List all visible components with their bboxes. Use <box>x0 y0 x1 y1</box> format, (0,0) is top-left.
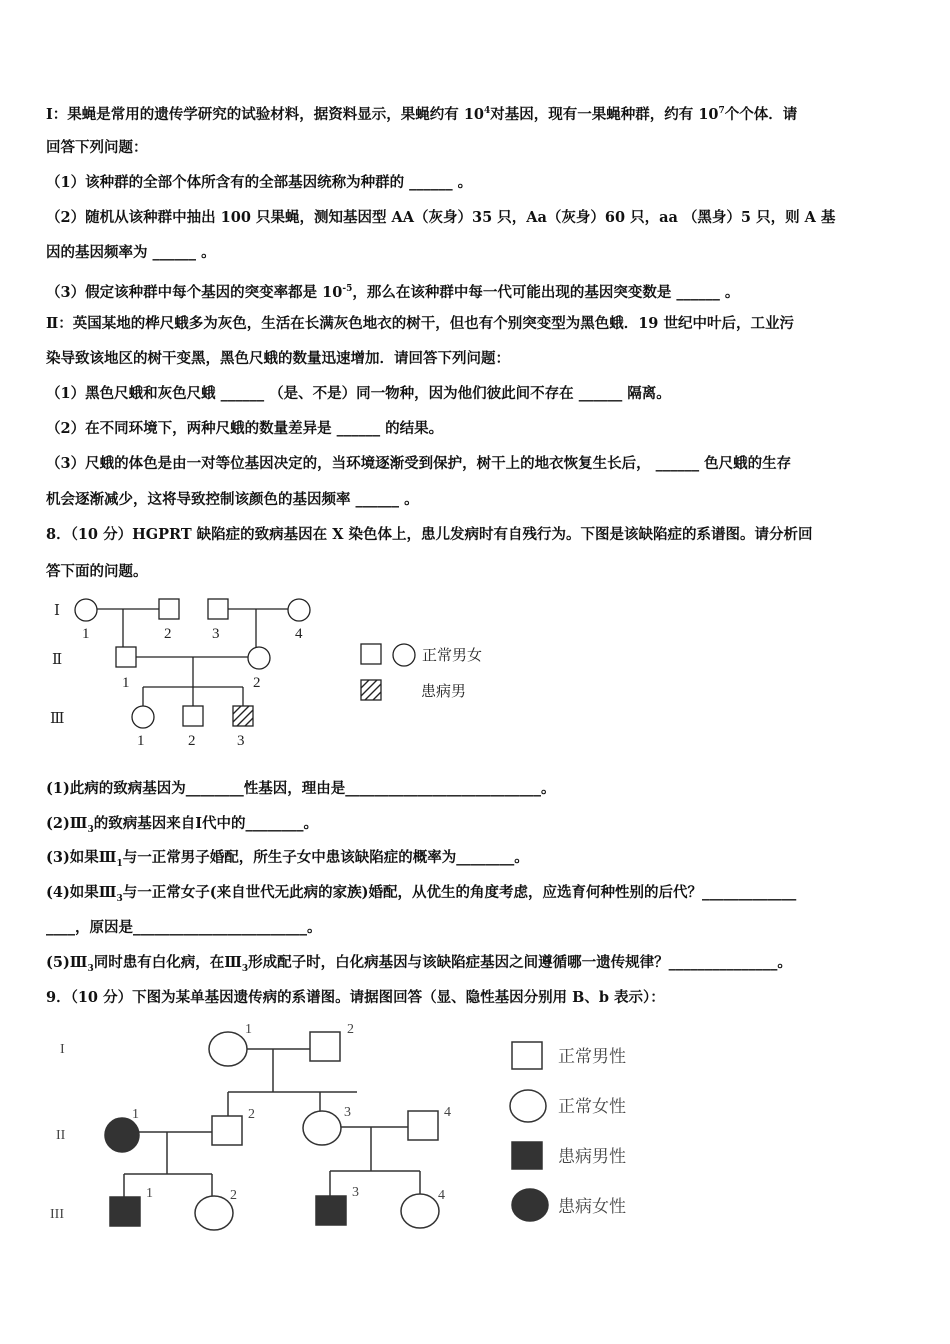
part1-intro-line1: Ⅰ：果蝇是常用的遗传学研究的试验材料，据资料显示，果蝇约有 $10^4$对基因，现有一果蝇种群，约有 $10^7$个个体．请 <box>46 105 798 123</box>
q9-III3-affected-male <box>316 1196 346 1225</box>
q9-II4-male <box>408 1111 438 1140</box>
part1-intro-line2: 回答下列问题： <box>46 139 148 156</box>
q8-III3-affected-male <box>233 706 253 726</box>
q8-gen-label-III: Ⅲ <box>50 711 65 727</box>
svg-text:2: 2 <box>347 1022 354 1037</box>
svg-text:3: 3 <box>352 1185 359 1200</box>
q8-II2-female <box>248 647 270 669</box>
q9-II2-male <box>212 1116 242 1145</box>
q8-sub2: $(2)Ⅲ_3$的致病基因来自Ⅰ代中的________。 <box>46 815 319 835</box>
svg-text:2: 2 <box>188 733 196 749</box>
q9-gen-label-II: II <box>56 1128 66 1143</box>
q9-gen-label-I: I <box>60 1042 65 1057</box>
svg-text:2: 2 <box>248 1107 255 1122</box>
q8-I2-male <box>159 599 179 619</box>
part2-q3-line2: 机会逐渐减少，这将导致控制该颜色的基因频率 ______ 。 <box>46 491 419 508</box>
q8-legend-normal-label: 正常男女 <box>422 648 483 664</box>
q8-sub5: $(5)Ⅲ_3$同时患有白化病，在$Ⅲ_3$形成配子时，白化病基因与该缺陷症基因之间遵循哪一遗传规律？_______________。 <box>46 954 792 974</box>
svg-text:4: 4 <box>438 1188 445 1203</box>
q9-legend-normal-female-icon <box>510 1090 546 1122</box>
q8-I3-male <box>208 599 228 619</box>
q9-legend-affected-male-icon <box>512 1142 542 1169</box>
q9-II1-affected-female <box>105 1118 139 1152</box>
q8-header-line2: 答下面的问题。 <box>46 563 148 580</box>
q9-legend-affected-female-icon <box>512 1189 548 1221</box>
svg-text:1: 1 <box>137 733 145 749</box>
q9-legend-normal-female-label: 正常女性 <box>558 1097 626 1116</box>
svg-text:2: 2 <box>230 1188 237 1203</box>
part2-intro-line1: Ⅱ：英国某地的桦尺蛾多为灰色，生活在长满灰色地衣的树干，但也有个别突变型为黑色蛾．19 世纪中叶后，工业污 <box>46 315 794 332</box>
q8-sub3: (3)如果$Ⅲ_1$与一正常男子婚配，所生子女中患该缺陷症的概率为________。 <box>46 849 529 869</box>
q8-I1-female <box>75 599 97 621</box>
svg-text:1: 1 <box>245 1022 252 1037</box>
q8-gen-label-II: Ⅱ <box>52 652 63 668</box>
svg-text:3: 3 <box>212 626 220 642</box>
q9-III2-female <box>195 1196 233 1230</box>
q8-sub4-line2: ____，原因是________________________。 <box>46 919 322 936</box>
q8-sub1: (1)此病的致病基因为________性基因，理由是___________________________。 <box>46 780 556 797</box>
q9-III4-female <box>401 1194 439 1228</box>
part1-q3: （3）假定该种群中每个基因的突变率都是 $10^{-5}$，那么在该种群中每一代可能出现的基因突变数是 ______ 。 <box>46 283 740 301</box>
part1-q2-line2: 因的基因频率为 ______ 。 <box>46 244 216 261</box>
part2-q1: （1）黑色尺蛾和灰色尺蛾 ______ （是、不是）同一物种，因为他们彼此间不存在 ______ 隔离。 <box>46 385 671 402</box>
part2-q2: （2）在不同环境下，两种尺蛾的数量差异是 ______ 的结果。 <box>46 420 444 437</box>
svg-text:4: 4 <box>295 626 303 642</box>
part2-intro-line2: 染导致该地区的树干变黑，黑色尺蛾的数量迅速增加．请回答下列问题： <box>46 350 510 367</box>
svg-text:1: 1 <box>122 675 130 691</box>
svg-text:1: 1 <box>132 1107 139 1122</box>
q9-I2-male <box>310 1032 340 1061</box>
q9-I1-female <box>209 1032 247 1066</box>
svg-text:3: 3 <box>344 1105 351 1120</box>
q8-legend-affected-male-icon <box>361 680 381 700</box>
q8-legend-affected-label: 患病男 <box>421 684 467 700</box>
q9-pedigree-chart <box>40 1015 680 1245</box>
part1-q1: （1）该种群的全部个体所含有的全部基因统称为种群的 ______ 。 <box>46 174 473 191</box>
q8-legend-normal-male-icon <box>361 644 381 664</box>
q8-header-line1: 8．（10 分）HGPRT 缺陷症的致病基因在 X 染色体上，患儿发病时有自残行为。下图是该缺陷症的系谱图。请分析回 <box>46 526 813 543</box>
q9-legend-normal-male-label: 正常男性 <box>558 1047 626 1066</box>
q9-legend-affected-male-label: 患病男性 <box>558 1147 626 1166</box>
svg-text:2: 2 <box>253 675 261 691</box>
q8-sub4-line1: (4)如果$Ⅲ_3$与一正常女子(来自世代无此病的家族)婚配，从优生的角度考虑，应选育何种性别的后代？_____________ <box>46 884 797 904</box>
svg-text:2: 2 <box>164 626 172 642</box>
q8-III1-female <box>132 706 154 728</box>
q9-II3-female <box>303 1111 341 1145</box>
q8-legend-normal-female-icon <box>393 644 415 666</box>
q9-legend-affected-female-label: 患病女性 <box>558 1197 626 1216</box>
q9-header: 9．（10 分）下图为某单基因遗传病的系谱图。请据图回答（显、隐性基因分别用 B、b 表示）： <box>46 989 665 1006</box>
q8-III2-male <box>183 706 203 726</box>
q9-III1-affected-male <box>110 1197 140 1226</box>
svg-text:3: 3 <box>237 733 245 749</box>
part2-q3-line1: （3）尺蛾的体色是由一对等位基因决定的，当环境逐渐受到保护，树干上的地衣恢复生长后， ______ 色尺蛾的生存 <box>46 455 792 472</box>
q8-gen-label-I: Ⅰ <box>54 603 60 619</box>
q9-gen-label-III: III <box>50 1207 64 1222</box>
q8-pedigree-chart <box>40 590 510 760</box>
q8-II1-male <box>116 647 136 667</box>
svg-text:4: 4 <box>444 1105 451 1120</box>
q8-I4-female <box>288 599 310 621</box>
svg-text:1: 1 <box>82 626 90 642</box>
svg-text:1: 1 <box>146 1186 153 1201</box>
q9-legend-normal-male-icon <box>512 1042 542 1069</box>
part1-q2-line1: （2）随机从该种群中抽出 100 只果蝇，测知基因型 AA（灰身）35 只，Aa（灰身）60 只，aa （黑身）5 只，则 A 基 <box>46 209 836 226</box>
